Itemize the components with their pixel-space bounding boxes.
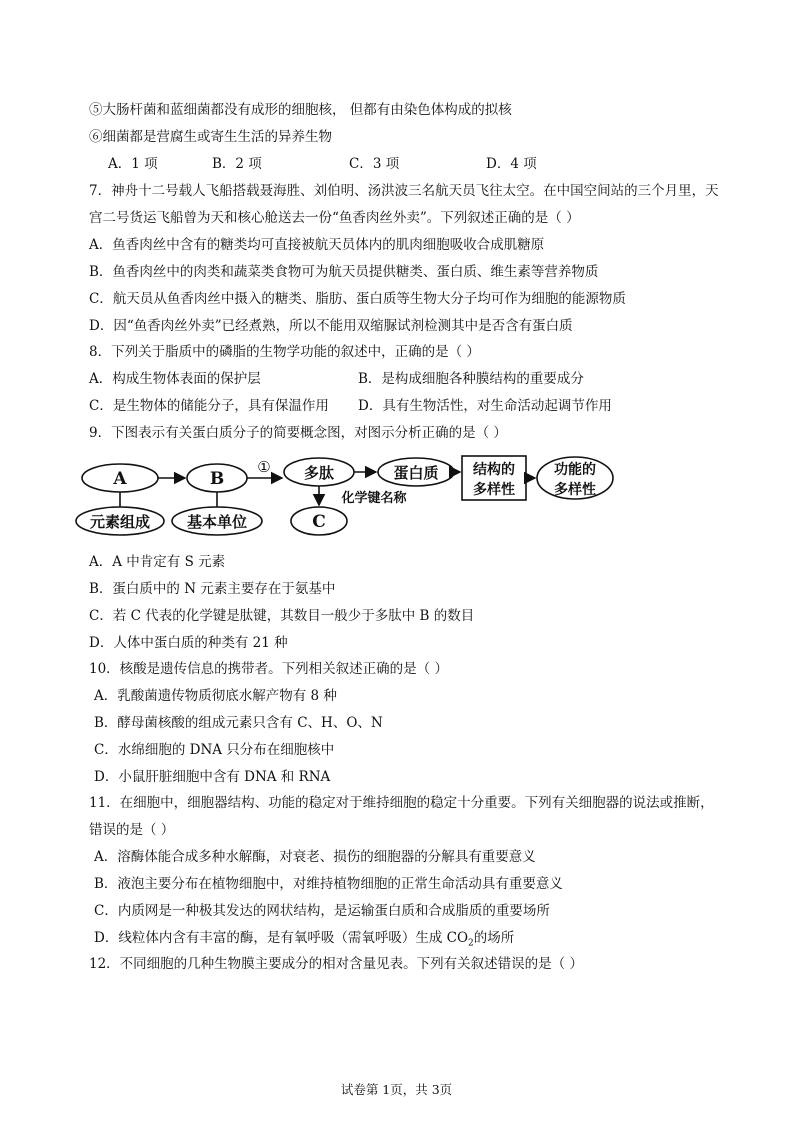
q10-option-b: B．酵母菌核酸的组成元素只含有 C、H、O、N <box>94 715 383 731</box>
q9-option-d: D．人体中蛋白质的种类有 21 种 <box>89 635 288 651</box>
label-bond-name: 化学键名称 <box>341 491 407 506</box>
label-a: A <box>113 469 127 489</box>
q7-option-c: C．航天员从鱼香肉丝中摄入的糖类、脂肪、蛋白质等生物大分子均可作为细胞的能源物质 <box>89 291 626 307</box>
q9-option-b: B．蛋白质中的 N 元素主要存在于氨基中 <box>89 581 336 597</box>
q6-option-a: A．1 项 <box>108 156 158 172</box>
q8-option-a: A．构成生物体表面的保护层 <box>89 371 261 387</box>
statement-5: ⑤大肠杆菌和蓝细菌都没有成形的细胞核， 但都有由染色体构成的拟核 <box>89 102 512 118</box>
q8-option-b: B．是构成细胞各种膜结构的重要成分 <box>358 371 584 387</box>
q8-option-c: C．是生物体的储能分子，具有保温作用 <box>89 398 329 414</box>
q10-option-c: C．水绵细胞的 DNA 只分布在细胞核中 <box>94 742 335 758</box>
label-structure-1: 结构的 <box>473 462 515 478</box>
q9-stem: 9．下图表示有关蛋白质分子的简要概念图，对图示分析正确的是（ ） <box>89 425 507 441</box>
q10-option-a: A．乳酸菌遗传物质彻底水解产物有 8 种 <box>94 688 337 704</box>
label-basic-unit: 基本单位 <box>186 513 248 531</box>
label-function-1: 功能的 <box>554 462 596 478</box>
q10-stem: 10．核酸是遗传信息的携带者。下列相关叙述正确的是（ ） <box>89 661 448 677</box>
q11-stem-line2: 错误的是（ ） <box>89 822 175 838</box>
q7-option-b: B．鱼香肉丝中的肉类和蔬菜类食物可为航天员提供糖类、蛋白质、维生素等营养物质 <box>89 264 599 280</box>
label-c: C <box>312 512 326 532</box>
q6-option-b: B．2 项 <box>212 156 262 172</box>
q9-option-a: A．A 中肯定有 S 元素 <box>89 554 226 570</box>
q11-option-d-tail: 的场所 <box>473 930 515 946</box>
q11-stem-line1: 11．在细胞中，细胞器结构、功能的稳定对于维持细胞的稳定十分重要。下列有关细胞器的说法或推断， <box>89 795 714 811</box>
q11-option-d <box>94 928 514 954</box>
q8-option-d: D．具有生物活性，对生命活动起调节作用 <box>358 398 612 414</box>
q11-option-c: C．内质网是一种极其发达的网状结构，是运输蛋白质和合成脂质的重要场所 <box>94 903 550 919</box>
protein-concept-diagram <box>74 454 624 540</box>
statement-6: ⑥细菌都是营腐生或寄生生活的异养生物 <box>89 129 332 145</box>
q11-option-b: B．液泡主要分布在植物细胞中，对维持植物细胞的正常生命活动具有重要意义 <box>94 876 563 892</box>
q7-option-a: A．鱼香肉丝中含有的糖类均可直接被航天员体内的肌肉细胞吸收合成肌糖原 <box>89 237 545 253</box>
q12-stem: 12．不同细胞的几种生物膜主要成分的相对含量见表。下列有关叙述错误的是（ ） <box>89 956 583 972</box>
label-circle-1: ① <box>257 458 271 476</box>
q7-option-d: D．因“鱼香肉丝外卖”已经煮熟，所以不能用双缩脲试剂检测其中是否含有蛋白质 <box>89 318 573 334</box>
q11-option-d-text: D．线粒体内含有丰富的酶，是有氧呼吸（需氧呼吸）生成 CO <box>94 930 469 946</box>
label-protein: 蛋白质 <box>393 464 439 482</box>
q11-option-a: A．溶酶体能合成多种水解酶，对衰老、损伤的细胞器的分解具有重要意义 <box>94 849 536 865</box>
q6-option-d: D．4 项 <box>486 156 537 172</box>
q10-option-d: D．小鼠肝脏细胞中含有 DNA 和 RNA <box>94 769 331 785</box>
q6-option-c: C．3 项 <box>349 156 400 172</box>
q8-stem: 8．下列关于脂质中的磷脂的生物学功能的叙述中，正确的是（ ） <box>89 344 480 360</box>
q7-stem-line1: 7．神舟十二号载人飞船搭载聂海胜、刘伯明、汤洪波三名航天员飞往太空。在中国空间站的三个月里，天 <box>89 183 719 199</box>
q7-stem-line2: 宫二号货运飞船曾为天和核心舱送去一份“鱼香肉丝外卖”。下列叙述正确的是（ ） <box>89 210 580 226</box>
label-structure-2: 多样性 <box>473 482 515 498</box>
page-footer: 试卷第 1页，共 3页 <box>340 1082 453 1097</box>
label-peptide: 多肽 <box>303 464 335 482</box>
label-b: B <box>209 469 225 489</box>
q11-option-d-subscript: 2 <box>468 938 474 949</box>
q9-option-c: C．若 C 代表的化学键是肽键，其数目一般少于多肽中 B 的数目 <box>89 608 475 624</box>
label-function-2: 多样性 <box>554 482 596 498</box>
label-element: 元素组成 <box>89 513 151 531</box>
